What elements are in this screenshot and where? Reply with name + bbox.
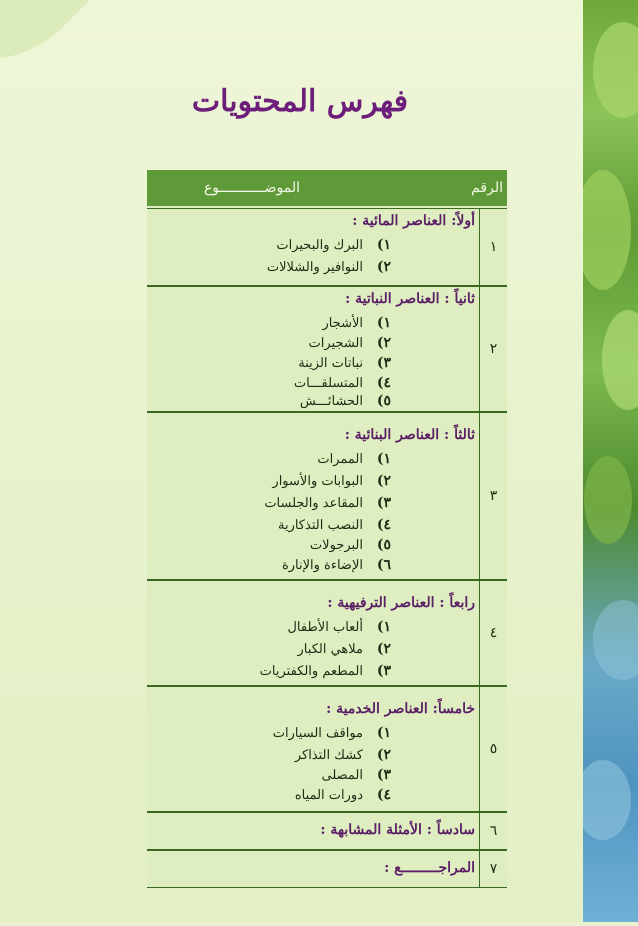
list-item: ٥)الحشائـــش (299, 393, 391, 409)
section-title: سادساً : الأمثلة المشابهة : (320, 822, 475, 838)
list-item: ٤)دورات المياه (294, 787, 391, 803)
leaves-photo-strip (583, 0, 638, 922)
row-content (151, 413, 477, 579)
list-item: ٤)المتسلقـــات (293, 375, 391, 391)
list-item: ٥)البرجولات (309, 537, 391, 553)
table-row (147, 286, 507, 412)
section-title: ثالثاً : العناصر البنائية : (344, 427, 475, 443)
list-item: ١)ألعاب الأطفال (287, 619, 391, 635)
table-row (147, 412, 507, 580)
table-row (147, 580, 507, 686)
header-number: الرقم (471, 180, 503, 196)
table-row (147, 850, 507, 888)
row-number: ٣ (479, 413, 507, 579)
list-item: ٢)النوافير والشلالات (266, 259, 391, 275)
table-row (147, 686, 507, 812)
list-item: ٢)البوابات والأسوار (272, 473, 391, 489)
row-number: ٥ (479, 687, 507, 811)
table-row (147, 812, 507, 850)
corner-leaf-decoration (0, 0, 90, 60)
list-item: ١)الممرات (317, 451, 391, 467)
list-item: ٣)نباتات الزينة (298, 355, 391, 371)
header-subject: الموضـــــــــــوع (203, 180, 301, 196)
section-title: أولاً: العناصر المائية : (352, 213, 475, 229)
table-row (147, 208, 507, 286)
row-number: ٧ (479, 851, 507, 887)
row-number: ٢ (479, 287, 507, 411)
list-item: ٢)الشجيرات (308, 335, 391, 351)
row-number: ٤ (479, 581, 507, 685)
list-item: ٣)المطعم والكفتريات (259, 663, 391, 679)
list-item: ١)الأشجار (322, 315, 391, 331)
list-item: ٢)كشك التذاكر (294, 747, 391, 763)
row-content (151, 581, 477, 685)
row-content (151, 851, 477, 887)
row-number: ٦ (479, 813, 507, 849)
list-item: ٣)المقاعد والجلسات (264, 495, 391, 511)
row-number: ١ (479, 209, 507, 285)
list-item: ٦)الإضاءة والإنارة (281, 557, 391, 573)
section-title: خامساً: العناصر الخدمية : (326, 701, 475, 717)
contents-table (147, 170, 507, 888)
list-item: ١)البرك والبحيرات (276, 237, 391, 253)
list-item: ١)مواقف السيارات (272, 725, 391, 741)
row-content (151, 209, 477, 285)
row-content (151, 813, 477, 849)
section-title: المراجـــــــــع : (384, 860, 475, 876)
page-title: فهرس المحتويات (191, 84, 409, 119)
list-item: ٢)ملاهي الكبار (297, 641, 391, 657)
list-item: ٤)النصب التذكارية (277, 517, 391, 533)
table-header (147, 170, 507, 206)
section-title: ثانياً : العناصر النباتية : (345, 291, 475, 307)
leaves-image (583, 0, 638, 922)
row-content (151, 687, 477, 811)
row-content (151, 287, 477, 411)
section-title: رابعاً : العناصر الترفيهية : (327, 595, 475, 611)
list-item: ٣)المصلى (321, 767, 391, 783)
